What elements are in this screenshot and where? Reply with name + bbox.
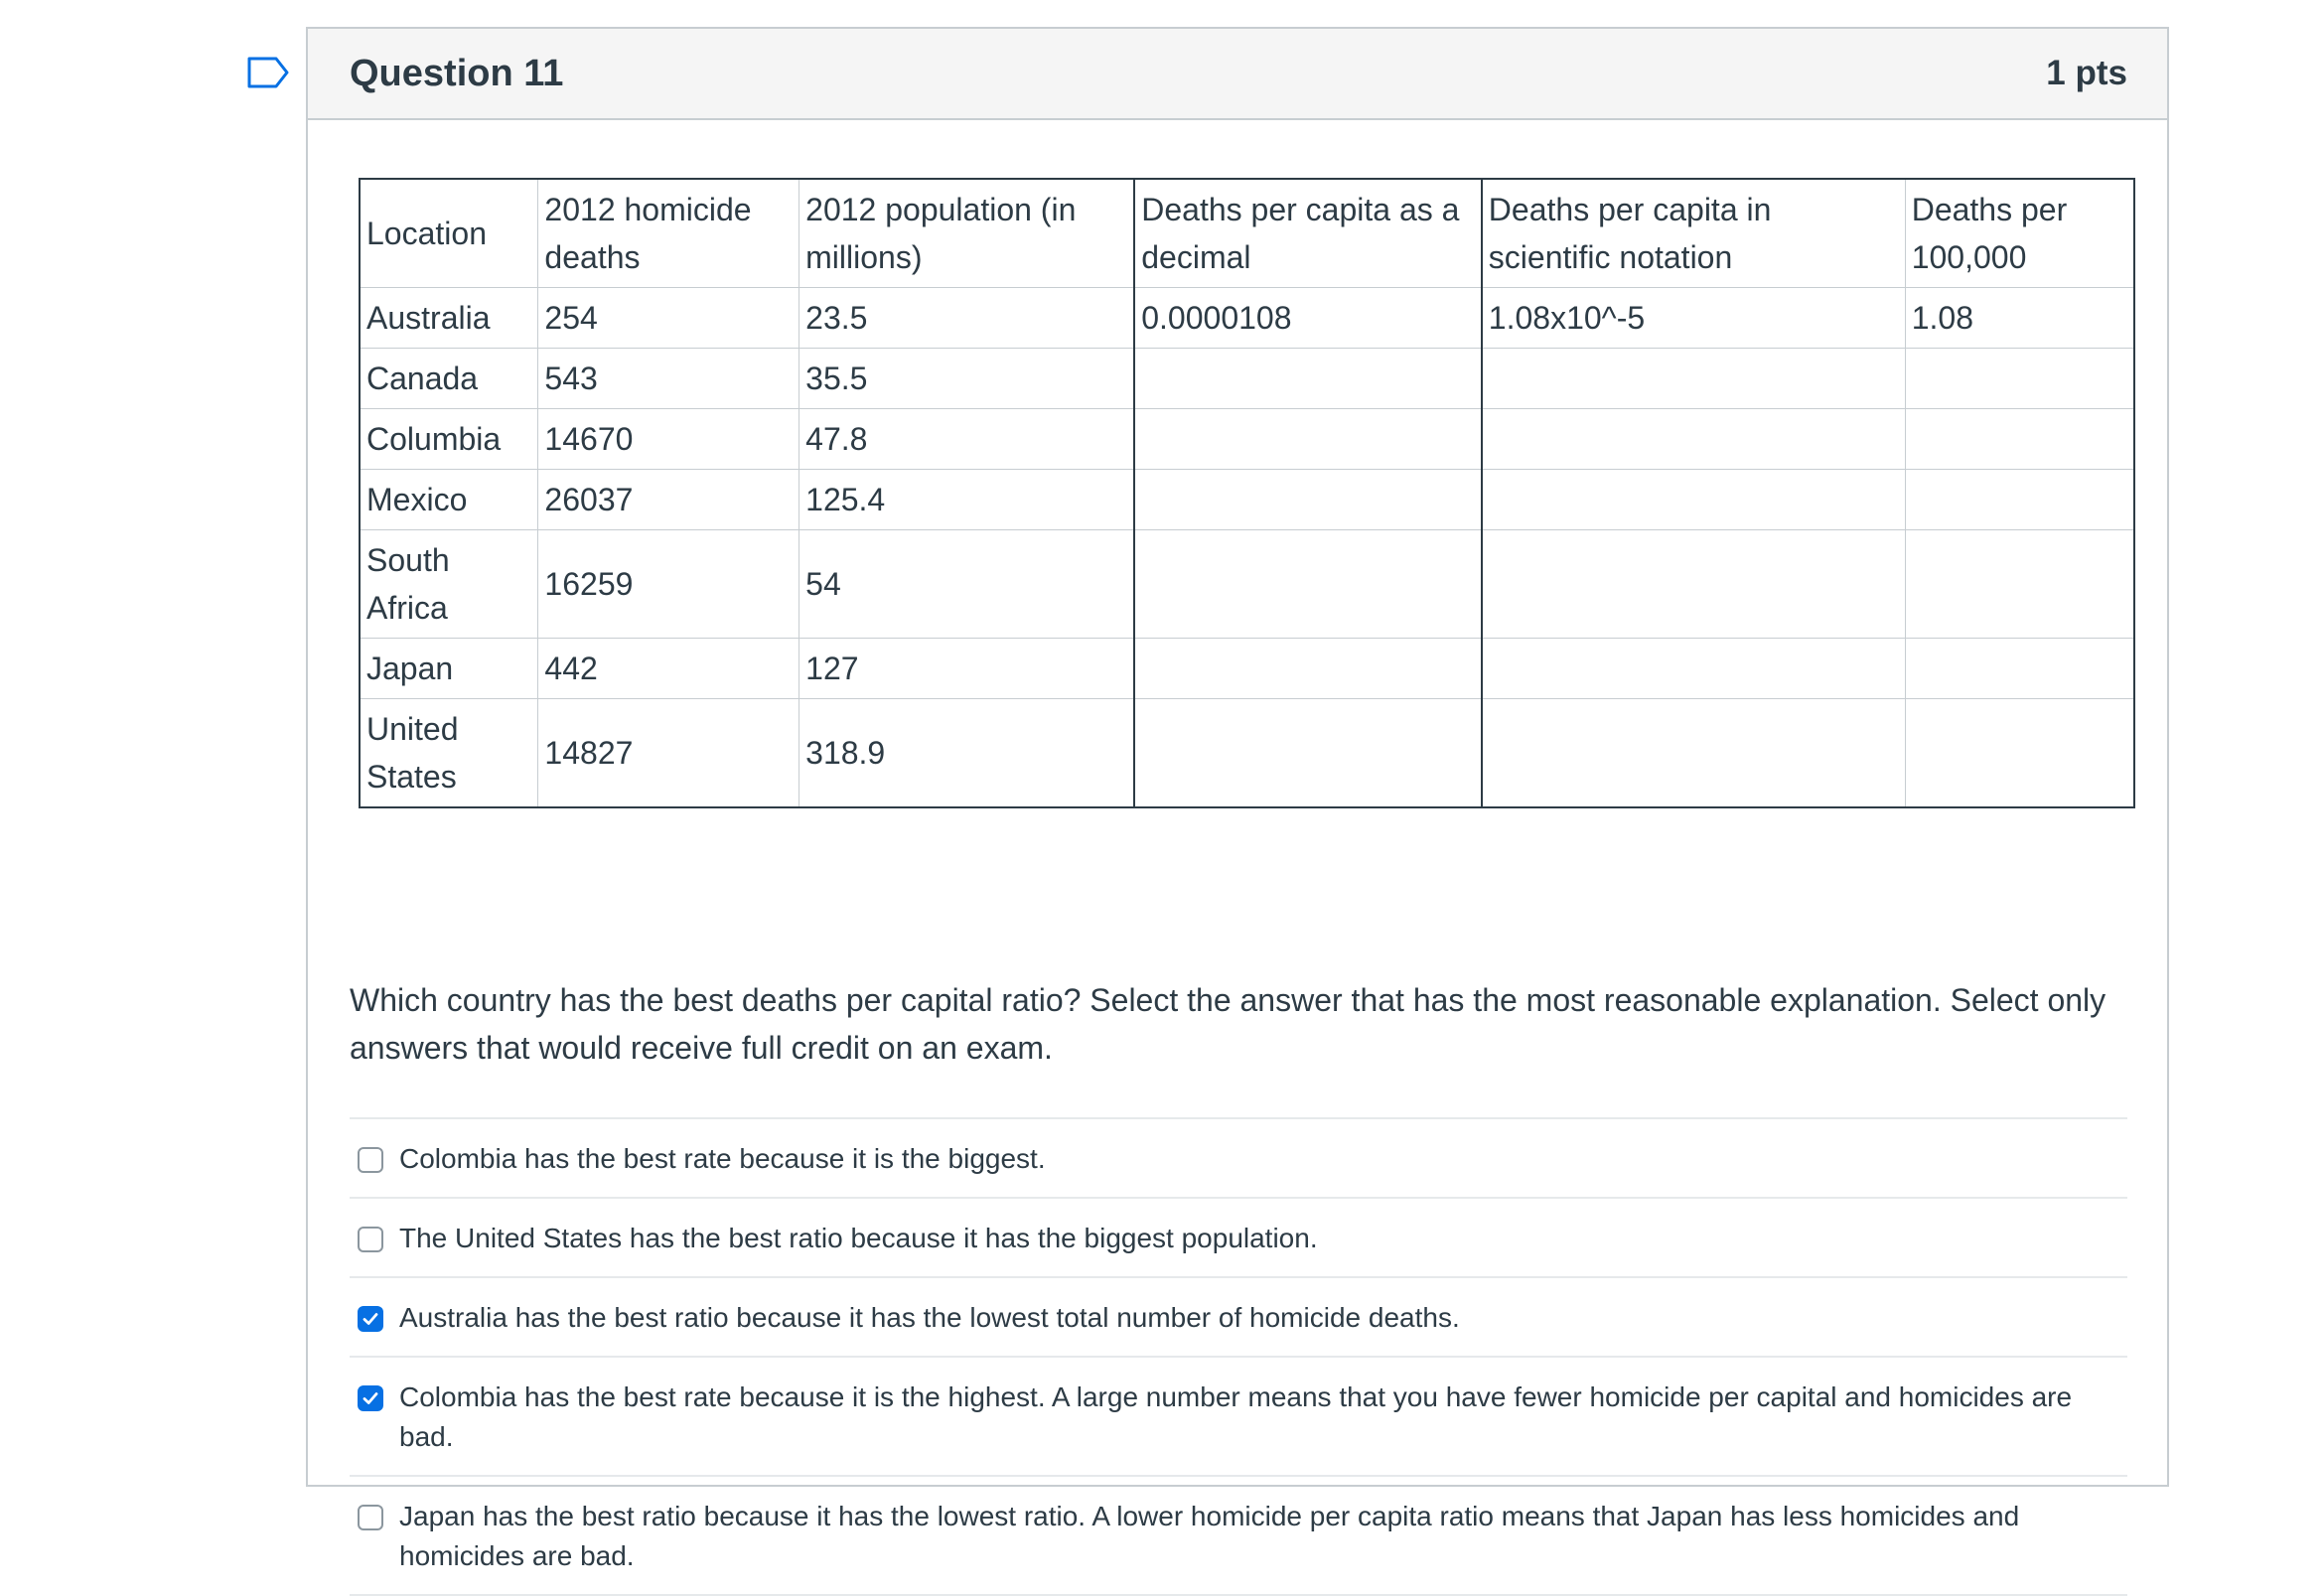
table-header-cell: Location (360, 179, 538, 288)
table-header-cell: Deaths per 100,000 (1905, 179, 2134, 288)
table-cell: 125.4 (799, 470, 1135, 530)
table-row (360, 288, 2134, 349)
table-row (360, 699, 2134, 808)
answer-option[interactable] (350, 1278, 2127, 1358)
table-row (360, 349, 2134, 409)
table-row (360, 639, 2134, 699)
question-card (306, 27, 2169, 1571)
answer-label: Colombia has the best rate because it is the biggest. (399, 1143, 1046, 1174)
table-cell: 1.08x10^-5 (1482, 288, 1905, 349)
flag-question-icon[interactable] (246, 56, 290, 89)
answer-checkbox[interactable] (358, 1385, 383, 1411)
check-icon (362, 1389, 379, 1407)
table-cell: 318.9 (799, 699, 1135, 808)
answer-label: Colombia has the best rate because it is the highest. A large number means that you have fewer homicide per capital and homicides are bad. (399, 1381, 2073, 1452)
question-points: 1 pts (2046, 54, 2127, 92)
table-row (360, 530, 2134, 639)
table-cell (1482, 349, 1905, 409)
table-cell: 23.5 (799, 288, 1135, 349)
table-cell: Mexico (360, 470, 538, 530)
answer-option[interactable] (350, 1358, 2127, 1477)
table-cell (1134, 699, 1482, 808)
table-cell: 543 (538, 349, 799, 409)
answer-checkbox[interactable] (358, 1147, 383, 1173)
table-cell: 16259 (538, 530, 799, 639)
table-cell (1905, 530, 2134, 639)
table-cell (1482, 699, 1905, 808)
table-cell: South Africa (360, 530, 538, 639)
table-cell: 127 (799, 639, 1135, 699)
table-cell (1482, 409, 1905, 470)
table-row (360, 409, 2134, 470)
answer-label: The United States has the best ratio because it has the biggest population. (399, 1223, 1318, 1253)
question-prompt: Which country has the best deaths per capital ratio? Select the answer that has the most reasonable explanation. Select only answers that would receive full credit on an exam. (350, 982, 2106, 1066)
table-cell: Australia (360, 288, 538, 349)
table-cell: 14827 (538, 699, 799, 808)
table-cell: Japan (360, 639, 538, 699)
table-cell: Columbia (360, 409, 538, 470)
table-cell (1905, 699, 2134, 808)
table-header-cell: 2012 population (in millions) (799, 179, 1135, 288)
table-cell: 442 (538, 639, 799, 699)
table-cell: 35.5 (799, 349, 1135, 409)
data-table (359, 178, 2135, 808)
answer-option[interactable] (350, 1199, 2127, 1278)
answer-label: Australia has the best ratio because it has the lowest total number of homicide deaths. (399, 1302, 1460, 1333)
answer-list (350, 1117, 2127, 1596)
table-cell: 254 (538, 288, 799, 349)
answer-checkbox[interactable] (358, 1505, 383, 1530)
answer-option[interactable] (350, 1119, 2127, 1199)
table-cell (1134, 470, 1482, 530)
table-cell: Canada (360, 349, 538, 409)
table-cell: 0.0000108 (1134, 288, 1482, 349)
table-header-cell: Deaths per capita as a decimal (1134, 179, 1482, 288)
table-header-cell: 2012 homicide deaths (538, 179, 799, 288)
table-cell (1482, 470, 1905, 530)
table-cell (1134, 639, 1482, 699)
answer-option[interactable] (350, 1477, 2127, 1596)
table-header-cell: Deaths per capita in scientific notation (1482, 179, 1905, 288)
table-header-row (360, 179, 2134, 288)
table-cell (1905, 639, 2134, 699)
table-cell (1905, 349, 2134, 409)
table-cell: 14670 (538, 409, 799, 470)
table-cell: 54 (799, 530, 1135, 639)
table-cell: United States (360, 699, 538, 808)
question-header (308, 29, 2167, 120)
answer-label: Japan has the best ratio because it has the lowest ratio. A lower homicide per capita ratio means that Japan has less homicides and homicides are bad. (399, 1501, 2020, 1571)
table-cell: 26037 (538, 470, 799, 530)
table-cell (1905, 470, 2134, 530)
table-row (360, 470, 2134, 530)
answer-checkbox[interactable] (358, 1227, 383, 1252)
table-cell: 47.8 (799, 409, 1135, 470)
table-cell (1482, 530, 1905, 639)
table-cell (1134, 409, 1482, 470)
check-icon (362, 1310, 379, 1328)
table-cell (1905, 409, 2134, 470)
answer-checkbox[interactable] (358, 1306, 383, 1332)
table-cell (1134, 530, 1482, 639)
table-cell (1482, 639, 1905, 699)
table-cell (1134, 349, 1482, 409)
table-cell: 1.08 (1905, 288, 2134, 349)
question-title: Question 11 (350, 52, 564, 94)
